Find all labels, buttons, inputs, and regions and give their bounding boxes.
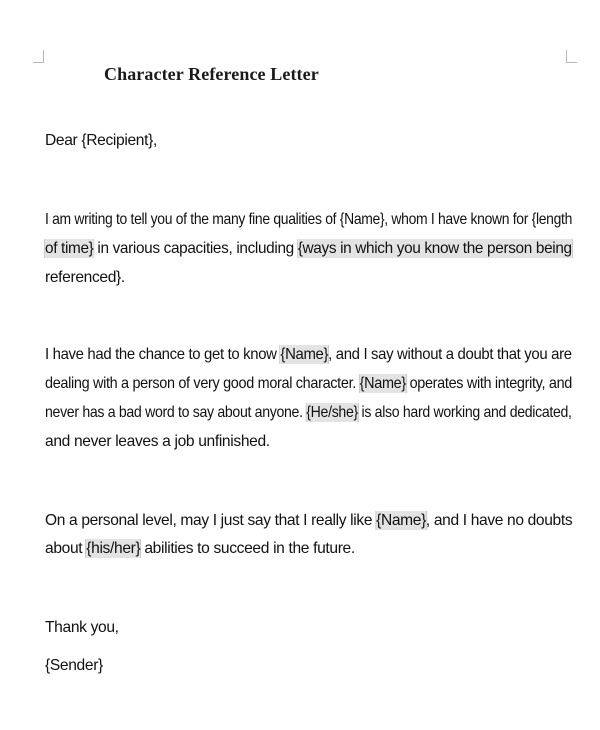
placeholder-name: {Name} — [280, 346, 329, 363]
text-segment: operates with integrity, and — [405, 375, 572, 392]
placeholder-he-she: {He/she} — [306, 404, 358, 421]
paragraph-1-line-3: referenced}. — [45, 269, 125, 286]
paragraph-1-line-1: I am writing to tell you of the many fine qualities of {Name}, whom I have known for {length — [45, 211, 573, 228]
margin-corner-top-right — [566, 50, 577, 63]
text-segment: is also hard working and dedicated, — [357, 404, 572, 421]
text-segment: in various capacities, including — [93, 240, 298, 257]
closing: Thank you, — [45, 619, 119, 636]
salutation: Dear {Recipient}, — [45, 132, 157, 149]
placeholder-length-of-time: of time} — [45, 240, 94, 257]
placeholder-name: {Name} — [359, 375, 406, 392]
text-segment: dealing with a person of very good moral character. — [45, 375, 360, 392]
text-segment: never has a bad word to say about anyone. — [45, 404, 307, 421]
paragraph-3-line-2 — [45, 539, 355, 559]
paragraph-2-line-2 — [45, 374, 572, 394]
margin-corner-top-left — [33, 50, 44, 63]
paragraph-2-line-1 — [45, 345, 572, 365]
text-segment: abilities to succeed in the future. — [140, 540, 355, 557]
text-segment: On a personal level, may I just say that I really like — [45, 512, 377, 529]
paragraph-3-line-1 — [45, 511, 572, 531]
paragraph-2-line-4: and never leaves a job unfinished. — [45, 433, 270, 450]
signature-placeholder: {Sender} — [45, 657, 103, 674]
text-segment: , and I have no doubts — [425, 512, 573, 529]
paragraph-1-line-2 — [45, 239, 572, 259]
placeholder-name: {Name} — [376, 512, 426, 529]
paragraph-2-line-3 — [45, 403, 572, 423]
text-segment: , and I say without a doubt that you are — [328, 346, 572, 363]
placeholder-his-her: {his/her} — [86, 540, 141, 557]
text-segment: about — [45, 540, 87, 557]
placeholder-ways: {ways in which you know the person being — [297, 240, 572, 257]
text-segment: I have had the chance to get to know — [45, 346, 281, 363]
document-title: Character Reference Letter — [104, 64, 319, 84]
